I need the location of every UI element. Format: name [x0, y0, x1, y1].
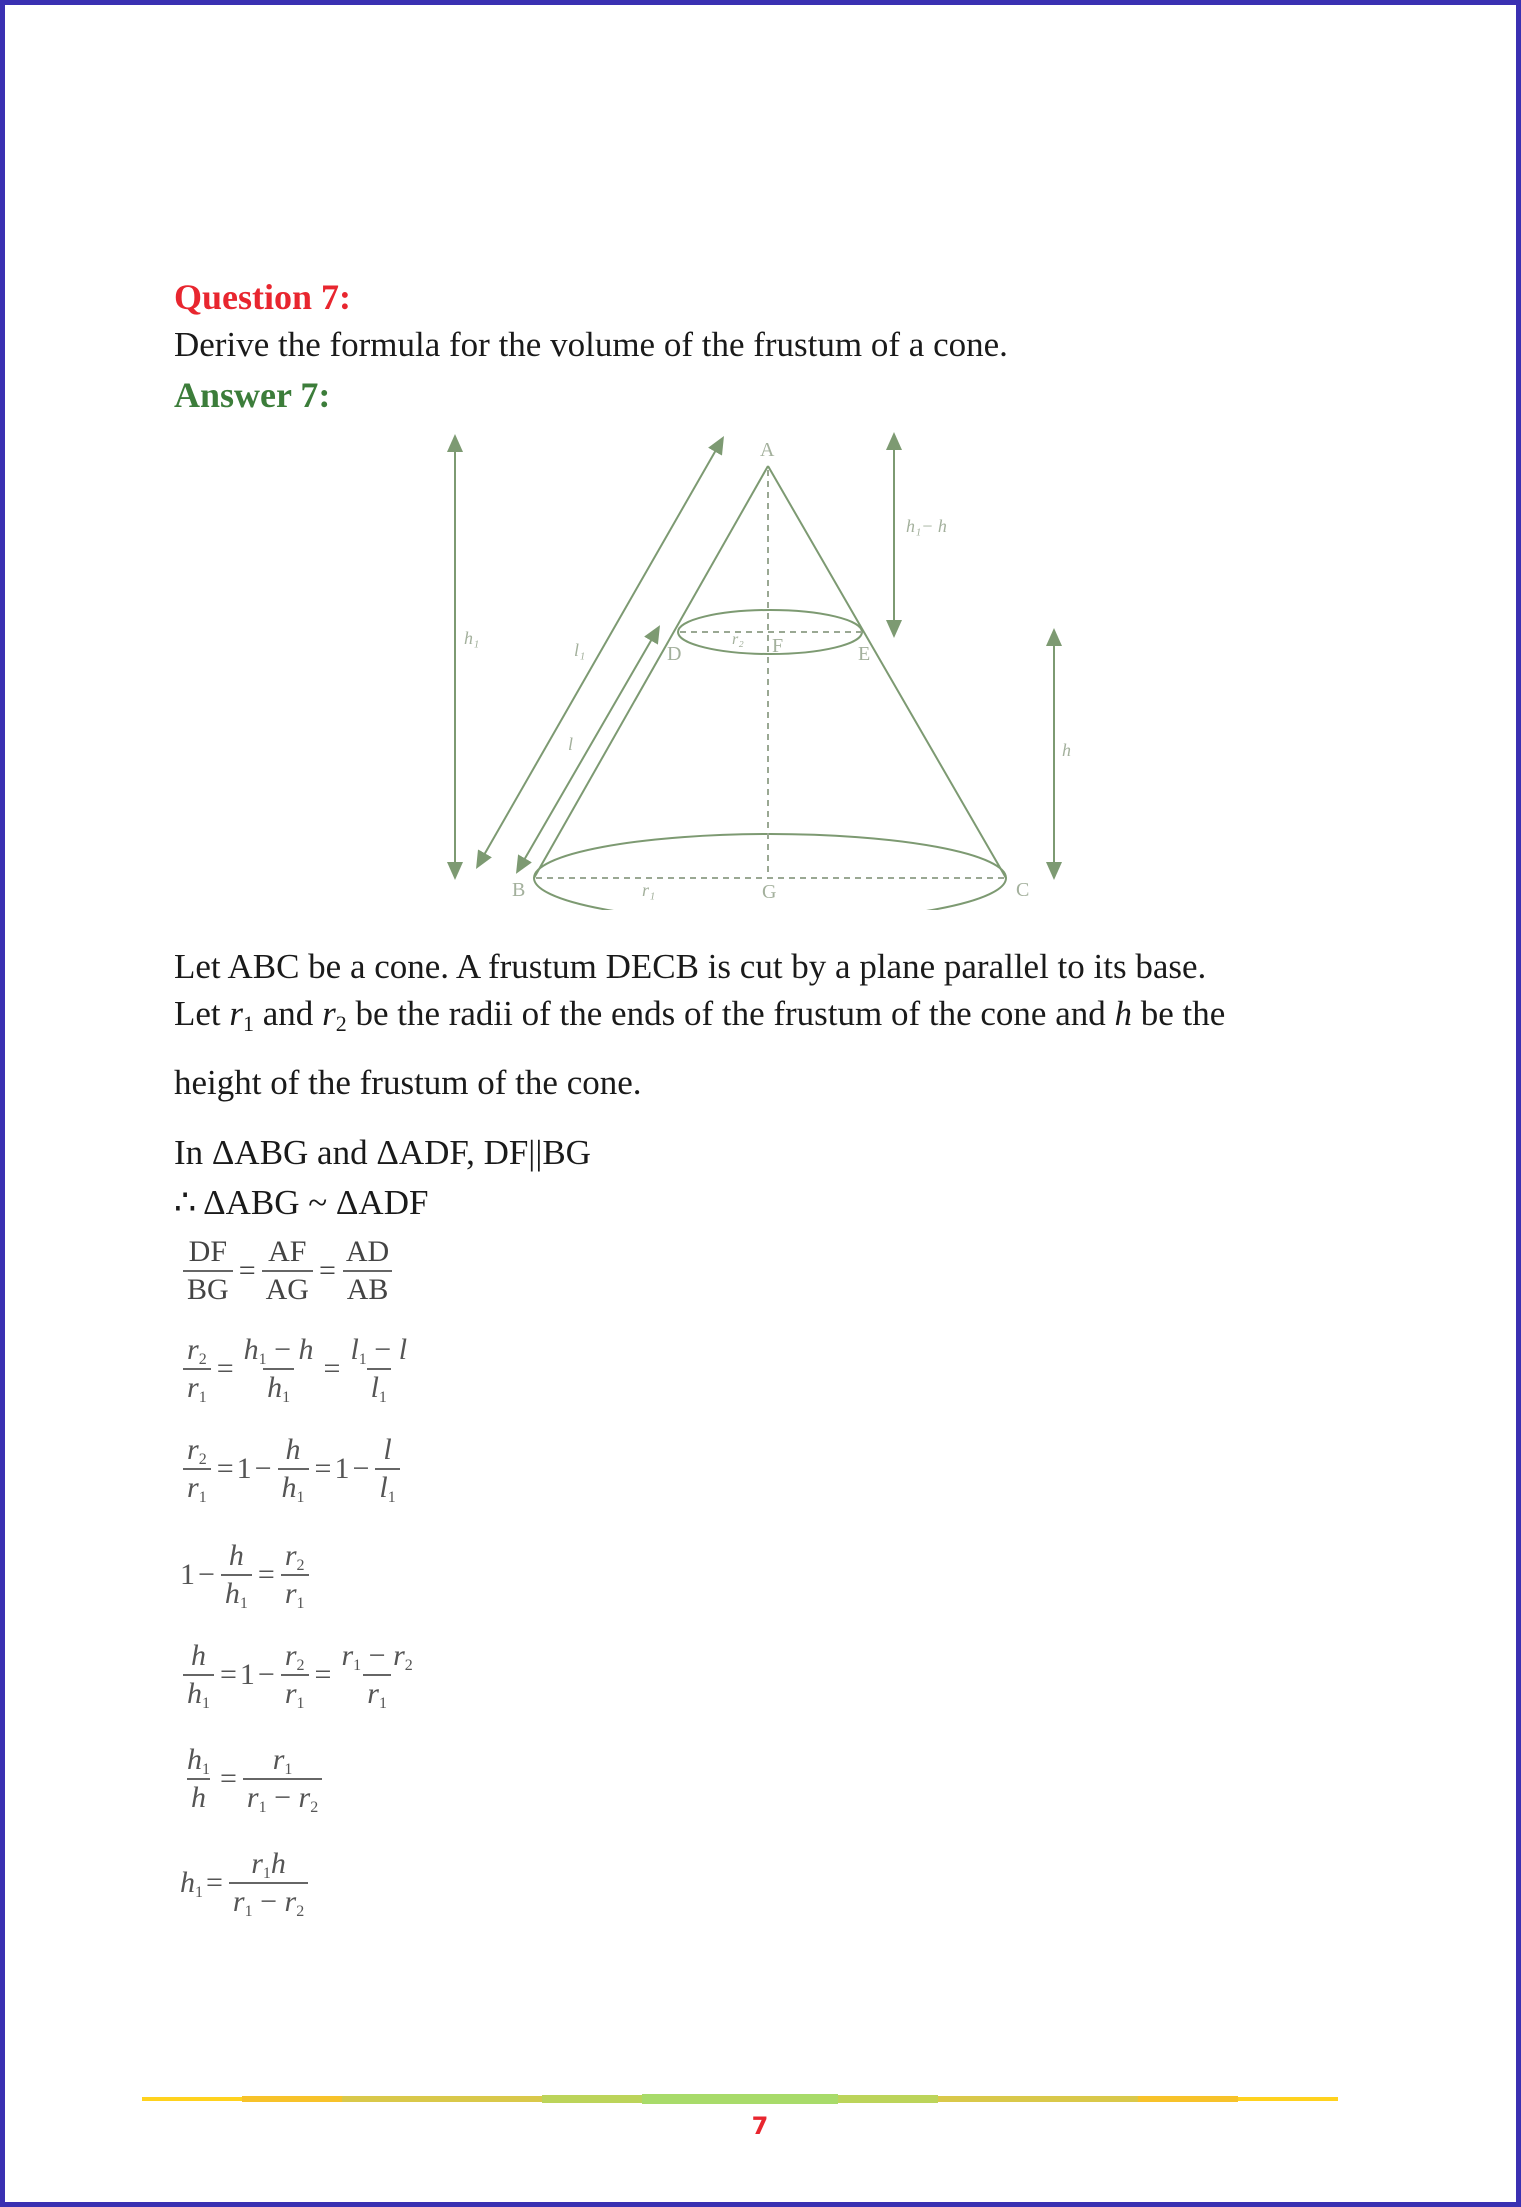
frustum-diagram: [430, 420, 1090, 910]
label-r1: r₁: [642, 880, 656, 900]
label-f: F: [772, 635, 784, 657]
label-h1-minus-h: h₁− h: [906, 516, 947, 536]
equation-ratio-sides: $\frac{DF}{BG}$ = $\frac{AF}{AG}$ = $\frac{AD}{AB}$: [180, 1236, 396, 1305]
label-e: E: [858, 643, 871, 665]
page-number: 7: [751, 2112, 769, 2140]
paragraph-3: height of the frustum of the cone.: [174, 1063, 642, 1102]
equation-ratio-variables: $\frac{r_2}{r_1}$ = $\frac{h_1 - h}{h_1}$ = $\frac{l_1 - l}{l_1}$: [180, 1334, 414, 1403]
equation-h-over-h1: $\frac{h}{h_1}$ = 1 − $\frac{r_2}{r_1}$ = $\frac{r_1 - r_2}{r_1}$: [180, 1640, 420, 1709]
paragraph-1: Let ABC be a cone. A frustum DECB is cut by a plane parallel to its base.: [174, 947, 1207, 986]
label-r2: r₂: [732, 631, 744, 648]
label-b: B: [512, 879, 526, 901]
label-g: G: [762, 881, 777, 903]
label-h: h: [1062, 740, 1071, 760]
label-l1: l₁: [574, 640, 586, 660]
question-title: Question 7:: [174, 277, 352, 317]
equation-h1-over-h: $\frac{h_1}{h}$ = $\frac{r_1}{r_1 - r_2}$: [180, 1744, 325, 1813]
question-text: Derive the formula for the volume of the frustum of a cone.: [174, 325, 1008, 364]
equation-h1-result: $h_1$ = $\frac{r_1h}{r_1 - r_2}$: [180, 1848, 311, 1917]
equation-rearranged: 1 − $\frac{h}{h_1}$ = $\frac{r_2}{r_1}$: [180, 1540, 312, 1609]
paragraph-2: Let $r_1$ and $r_2$ be the radii of the ends of the frustum of the cone and h be the: [174, 994, 1226, 1036]
label-c: C: [1016, 879, 1030, 901]
label-a: A: [760, 439, 775, 461]
similarity-conclusion: ∴ ΔABG ~ ΔADF: [174, 1183, 429, 1222]
similar-triangles-statement: In ΔABG and ΔADF, DF||BG: [174, 1133, 591, 1172]
answer-title: Answer 7:: [174, 375, 331, 415]
label-d: D: [667, 643, 682, 665]
equation-one-minus: $\frac{r_2}{r_1}$ = 1 − $\frac{h}{h_1}$ = 1 − $\frac{l}{l_1}$: [180, 1434, 403, 1503]
footer-divider: [142, 2093, 1338, 2105]
label-l: l: [568, 734, 574, 754]
label-h1: h₁: [464, 628, 480, 648]
